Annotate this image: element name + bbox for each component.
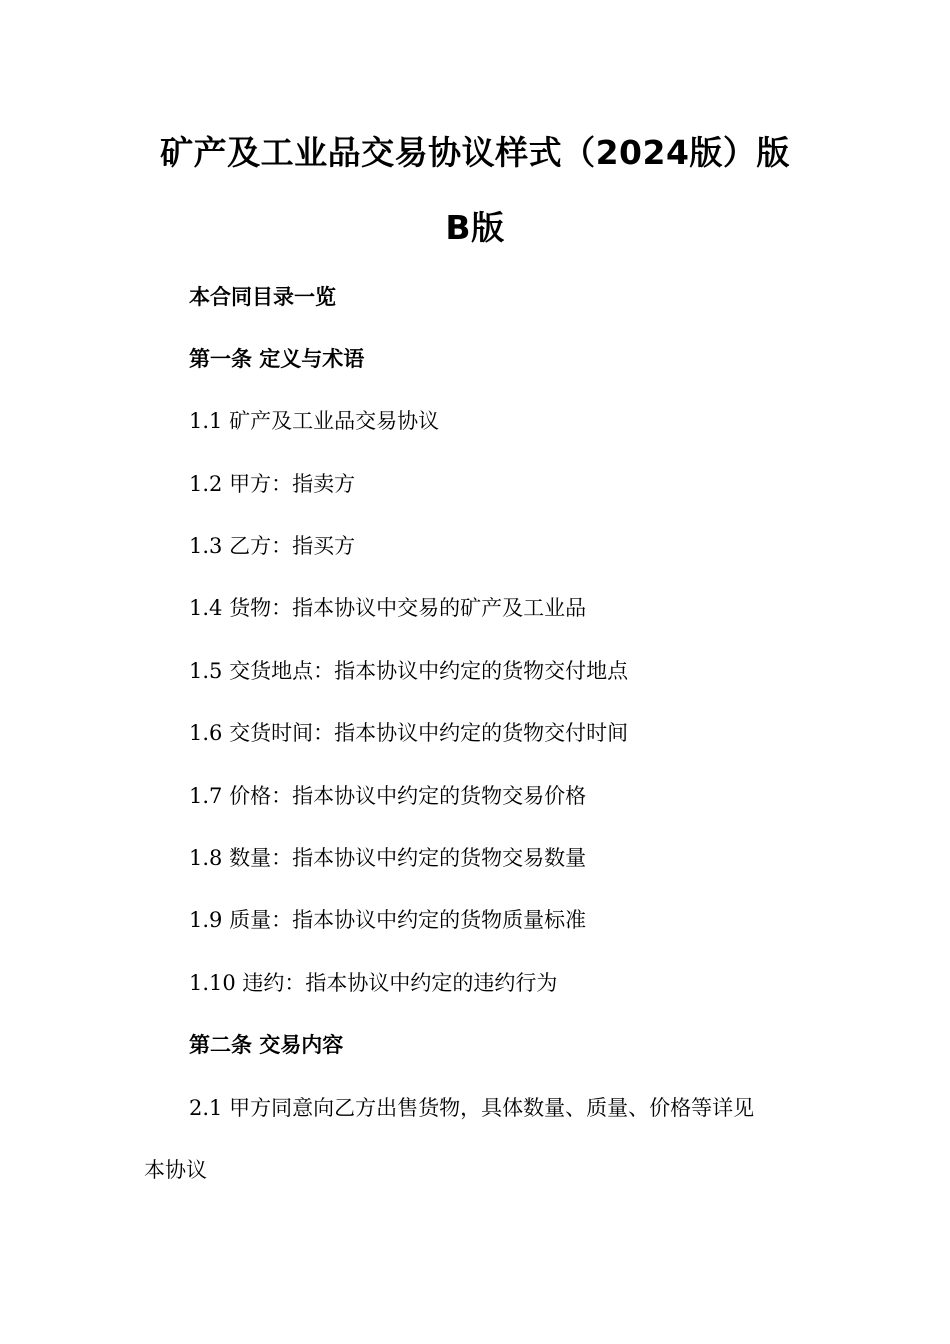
item-2-1-line-1: 2.1 甲方同意向乙方出售货物，具体数量、质量、价格等详见 bbox=[189, 1096, 755, 1120]
definition-item-1-4: 1.4 货物：指本协议中交易的矿产及工业品 bbox=[189, 596, 587, 620]
document-title-line-1: 矿产及工业品交易协议样式（2024版）版 bbox=[160, 133, 790, 172]
definition-item-1-7: 1.7 价格：指本协议中约定的货物交易价格 bbox=[189, 784, 587, 808]
article-1-heading: 第一条 定义与术语 bbox=[189, 347, 365, 371]
definition-item-1-1: 1.1 矿产及工业品交易协议 bbox=[189, 409, 440, 433]
definition-item-1-5: 1.5 交货地点：指本协议中约定的货物交付地点 bbox=[189, 659, 629, 683]
toc-heading: 本合同目录一览 bbox=[189, 285, 336, 309]
document-title-line-2: B版 bbox=[445, 208, 505, 247]
definition-item-1-9: 1.9 质量：指本协议中约定的货物质量标准 bbox=[189, 908, 587, 932]
definition-item-1-2: 1.2 甲方：指卖方 bbox=[189, 472, 356, 496]
definition-item-1-8: 1.8 数量：指本协议中约定的货物交易数量 bbox=[189, 846, 587, 870]
definition-item-1-3: 1.3 乙方：指买方 bbox=[189, 534, 356, 558]
definition-item-1-10: 1.10 违约：指本协议中约定的违约行为 bbox=[189, 971, 558, 995]
item-2-1-line-2: 本协议 bbox=[144, 1158, 207, 1182]
article-2-heading: 第二条 交易内容 bbox=[189, 1033, 344, 1057]
definition-item-1-6: 1.6 交货时间：指本协议中约定的货物交付时间 bbox=[189, 721, 629, 745]
